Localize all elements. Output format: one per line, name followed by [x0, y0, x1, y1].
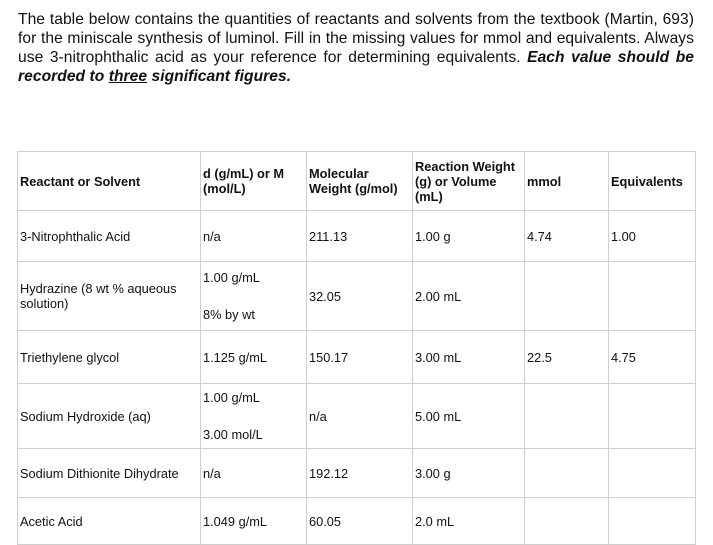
table-row: [18, 211, 696, 262]
instructions-paragraph: [18, 10, 694, 86]
header-reactant: Reactant or Solvent: [18, 152, 201, 211]
table-row: [18, 384, 696, 449]
molecular-weight-cell: n/a: [307, 384, 413, 449]
molecular-weight-cell: 150.17: [307, 331, 413, 384]
equivalents-cell[interactable]: 1.00: [609, 211, 696, 262]
mmol-cell[interactable]: [525, 498, 609, 545]
reactant-name: Hydrazine (8 wt % aqueous solution): [18, 262, 201, 331]
molecular-weight-cell: 60.05: [307, 498, 413, 545]
density-cell: n/a: [201, 449, 307, 498]
cell-spacer: [203, 405, 304, 427]
reagents-table: [17, 151, 696, 545]
amount-cell: 3.00 g: [413, 449, 525, 498]
density-value: 1.00 g/mL: [203, 390, 260, 405]
table-row: [18, 331, 696, 384]
emphasis-underlined-word: three: [108, 68, 148, 85]
table-header-row: [18, 152, 696, 211]
instructions-text: The table below contains the quantities of reactants and solvents from the textbook (Martin, 693) for the miniscale synthesis of luminol. Fill in the missing values for mmol and equivalents. Always use 3-nitrophthalic acid as your reference for determining equivalents.: [18, 11, 694, 66]
equivalents-cell[interactable]: 4.75: [609, 331, 696, 384]
table-row: [18, 449, 696, 498]
cell-spacer: [203, 285, 304, 307]
density-cell: [201, 262, 307, 331]
header-mmol: mmol: [525, 152, 609, 211]
amount-cell: 5.00 mL: [413, 384, 525, 449]
amount-cell: 1.00 g: [413, 211, 525, 262]
amount-cell: 2.0 mL: [413, 498, 525, 545]
reactant-name: Sodium Dithionite Dihydrate: [18, 449, 201, 498]
header-reaction-amount: Reaction Weight (g) or Volume (mL): [413, 152, 525, 211]
header-molecular-weight: Molecular Weight (g/mol): [307, 152, 413, 211]
mmol-cell[interactable]: [525, 449, 609, 498]
equivalents-cell[interactable]: [609, 449, 696, 498]
density-cell: n/a: [201, 211, 307, 262]
amount-cell: 3.00 mL: [413, 331, 525, 384]
molecular-weight-cell: 192.12: [307, 449, 413, 498]
molecular-weight-cell: 32.05: [307, 262, 413, 331]
table-row: [18, 498, 696, 545]
molecular-weight-cell: 211.13: [307, 211, 413, 262]
emphasis-text-end: significant figures.: [147, 68, 292, 85]
header-density: d (g/mL) or M (mol/L): [201, 152, 307, 211]
mmol-cell[interactable]: 4.74: [525, 211, 609, 262]
reactant-name: Sodium Hydroxide (aq): [18, 384, 201, 449]
reactant-name: 3-Nitrophthalic Acid: [18, 211, 201, 262]
mmol-cell[interactable]: [525, 384, 609, 449]
equivalents-cell[interactable]: [609, 384, 696, 449]
table-row: [18, 262, 696, 331]
reactant-name: Acetic Acid: [18, 498, 201, 545]
header-equivalents: Equivalents: [609, 152, 696, 211]
equivalents-cell[interactable]: [609, 262, 696, 331]
density-cell: 1.049 g/mL: [201, 498, 307, 545]
reactant-name: Triethylene glycol: [18, 331, 201, 384]
density-value: 1.00 g/mL: [203, 270, 260, 285]
concentration-value: 8% by wt: [203, 307, 255, 322]
density-cell: [201, 384, 307, 449]
mmol-cell[interactable]: [525, 262, 609, 331]
concentration-value: 3.00 mol/L: [203, 427, 263, 442]
emphasis-text-start: Each value should be recorded to: [18, 49, 694, 85]
equivalents-cell[interactable]: [609, 498, 696, 545]
density-cell: 1.125 g/mL: [201, 331, 307, 384]
amount-cell: 2.00 mL: [413, 262, 525, 331]
mmol-cell[interactable]: 22.5: [525, 331, 609, 384]
